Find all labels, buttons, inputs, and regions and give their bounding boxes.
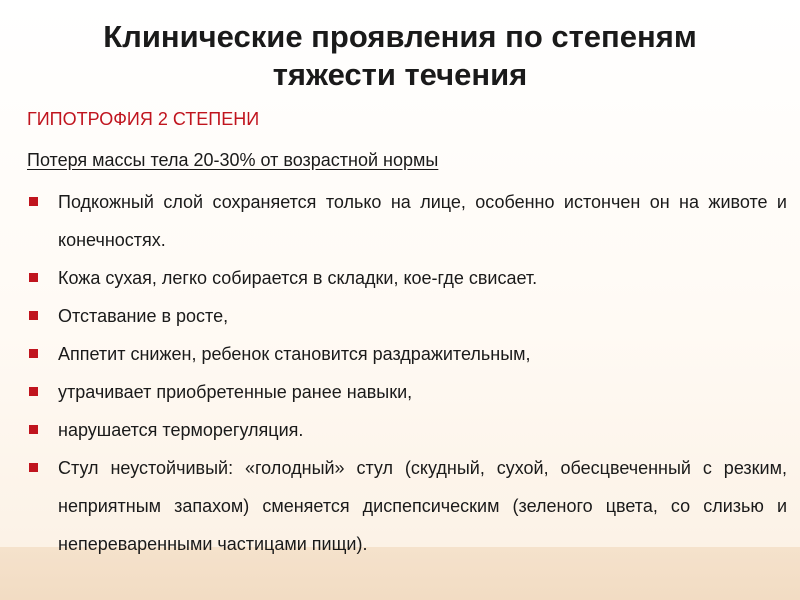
bullet-text: Отставание в росте, bbox=[58, 306, 229, 326]
bullet-list bbox=[27, 183, 787, 563]
bullet-item bbox=[27, 183, 787, 259]
slide-subtitle: ГИПОТРОФИЯ 2 СТЕПЕНИ bbox=[27, 109, 260, 129]
bullet-text: нарушается терморегуляция. bbox=[58, 420, 304, 440]
bullet-text: Подкожный слой сохраняется только на лице, особенно истончен он на животе и конечностях. bbox=[58, 192, 787, 250]
bullet-item bbox=[27, 449, 787, 563]
lead-statement: Потеря массы тела 20-30% от возрастной нормы bbox=[27, 150, 439, 170]
bullet-text: утрачивает приобретенные ранее навыки, bbox=[58, 382, 413, 402]
square-bullet-icon bbox=[29, 463, 38, 472]
square-bullet-icon bbox=[29, 387, 38, 396]
square-bullet-icon bbox=[29, 311, 38, 320]
bullet-item bbox=[27, 411, 787, 449]
square-bullet-icon bbox=[29, 349, 38, 358]
square-bullet-icon bbox=[29, 425, 38, 434]
square-bullet-icon bbox=[29, 273, 38, 282]
square-bullet-icon bbox=[29, 197, 38, 206]
slide-title: Клинические проявления по степеням тяжести течения bbox=[103, 19, 697, 92]
bullet-item bbox=[27, 335, 787, 373]
bullet-text: Стул неустойчивый: «голодный» стул (скудный, сухой, обесцвеченный с резким, неприятным запахом) сменяется диспепсическим (зеленого цвета, со слизью и непереваренными частицами пищи). bbox=[58, 458, 787, 554]
bullet-item bbox=[27, 259, 787, 297]
bullet-item bbox=[27, 297, 787, 335]
bullet-item bbox=[27, 373, 787, 411]
bullet-text: Кожа сухая, легко собирается в складки, кое-где свисает. bbox=[58, 268, 538, 288]
bullet-text: Аппетит снижен, ребенок становится раздражительным, bbox=[58, 344, 531, 364]
